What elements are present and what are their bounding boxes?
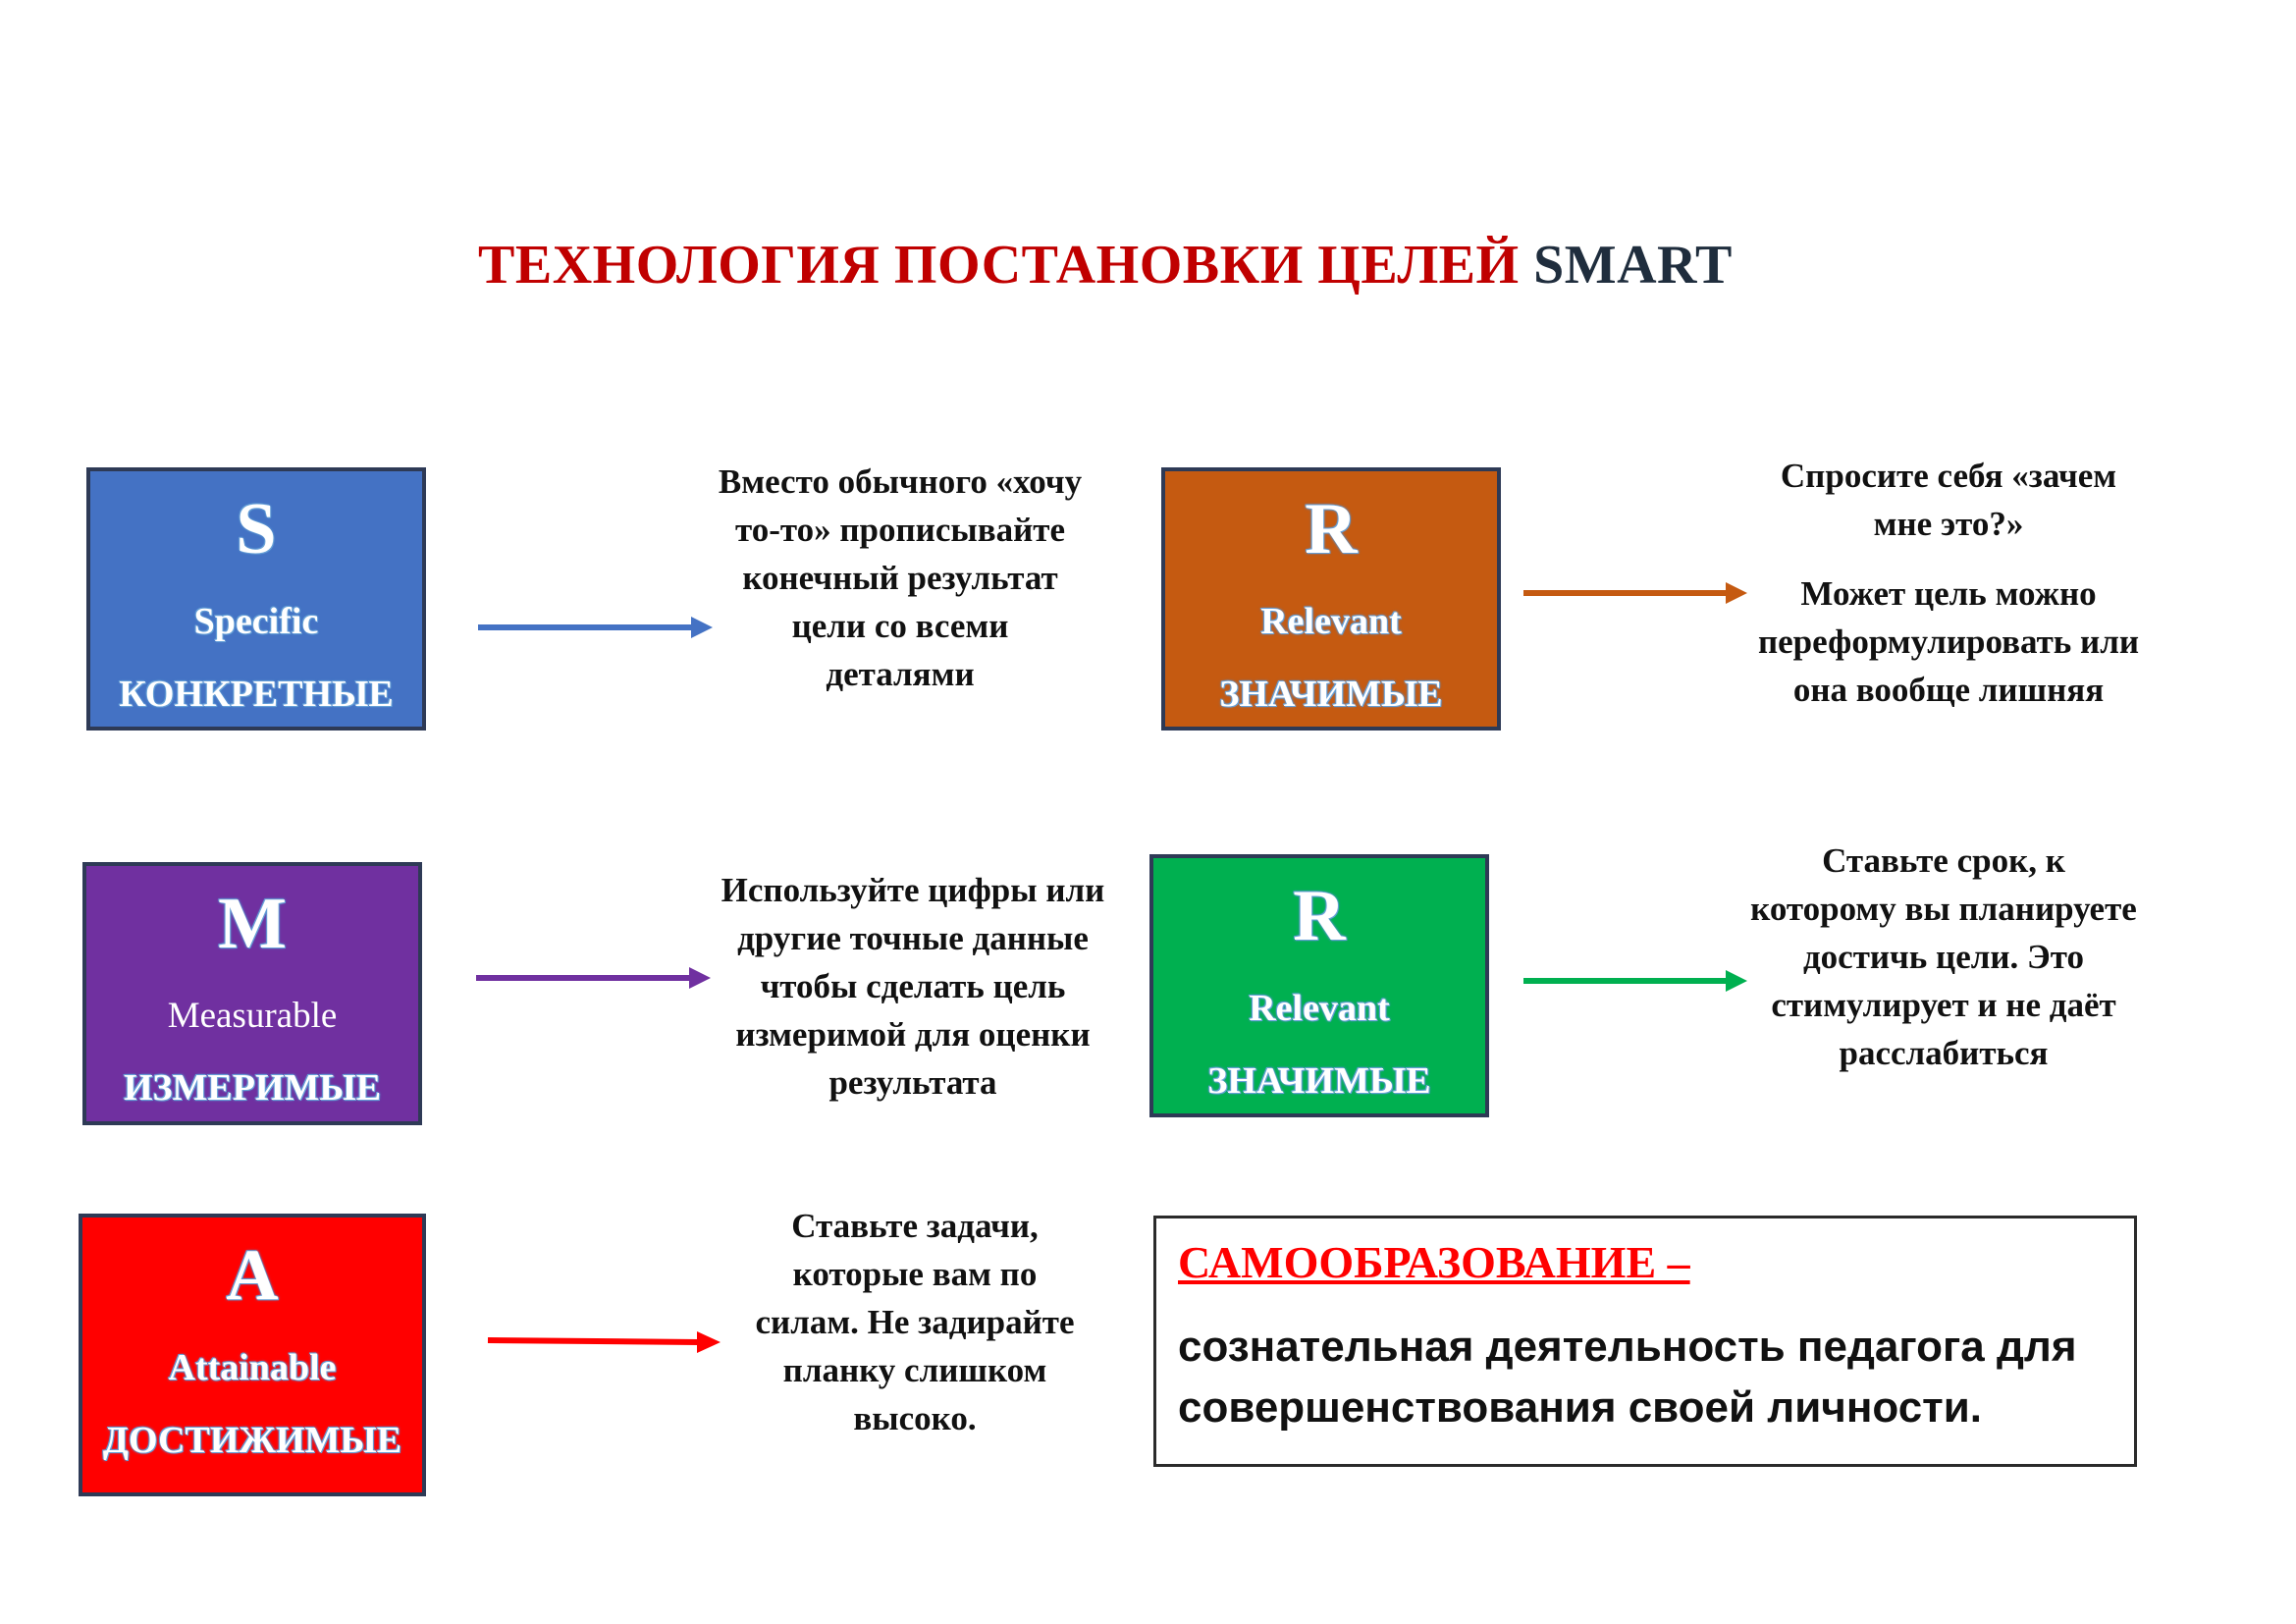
- description-s: [714, 458, 1087, 698]
- description-m: [712, 866, 1114, 1107]
- title-main: ТЕХНОЛОГИЯ ПОСТАНОВКИ ЦЕЛЕЙ: [478, 235, 1520, 296]
- arrow-m: [476, 967, 711, 989]
- description-r1-text: Может цель можно переформулировать или она вообще лишняя: [1757, 574, 2140, 709]
- russian-label-m: ИЗМЕРИМЫЕ: [123, 1067, 382, 1109]
- russian-label-a: ДОСТИЖИМЫЕ: [102, 1420, 402, 1461]
- letter-s: S: [236, 489, 277, 569]
- description-r2-text: Ставьте срок, к которому вы планируете достичь цели. Это стимулирует и не даёт расслабиться: [1750, 841, 2137, 1072]
- description-a: [738, 1202, 1092, 1442]
- english-label-a: Attainable: [168, 1347, 337, 1388]
- definition-text: сознательная деятельность педагога для совершенствования своей личности.: [1178, 1323, 2077, 1432]
- arrow-s: [478, 617, 713, 638]
- description-a-text: Ставьте задачи, которые вам по силам. Не задирайте планку слишком высоко.: [755, 1207, 1075, 1437]
- english-label-r2: Relevant: [1249, 988, 1390, 1029]
- definition-term: САМООБРАЗОВАНИЕ –: [1178, 1237, 1690, 1287]
- arrow-a: [488, 1331, 721, 1353]
- english-label-r1: Relevant: [1260, 601, 1402, 642]
- arrow-r2: [1523, 970, 1747, 992]
- russian-label-s: КОНКРЕТНЫЕ: [119, 674, 394, 715]
- description-m-text: Используйте цифры или другие точные данные чтобы сделать цель измеримой для оценки результата: [721, 871, 1105, 1102]
- english-label-s: Specific: [193, 601, 319, 642]
- definition-box: [1153, 1216, 2137, 1467]
- russian-label-r2: ЗНАЧИМЫЕ: [1207, 1060, 1431, 1102]
- description-r2: [1747, 837, 2140, 1077]
- letter-a: A: [226, 1235, 279, 1316]
- description-s-text: Вместо обычного «хочу то-то» прописывайте конечный результат цели со всеми деталями: [718, 462, 1083, 693]
- description-r1: [1747, 452, 2150, 714]
- description-r1-question: Спросите себя «зачем мне это?»: [1780, 457, 2117, 543]
- letter-m: M: [218, 884, 287, 964]
- arrow-r1: [1523, 582, 1747, 604]
- english-label-m: Measurable: [167, 996, 338, 1036]
- title-accent: SMART: [1533, 235, 1733, 296]
- russian-label-r1: ЗНАЧИМЫЕ: [1219, 674, 1443, 715]
- letter-r1: R: [1305, 489, 1358, 569]
- letter-r2: R: [1293, 876, 1346, 956]
